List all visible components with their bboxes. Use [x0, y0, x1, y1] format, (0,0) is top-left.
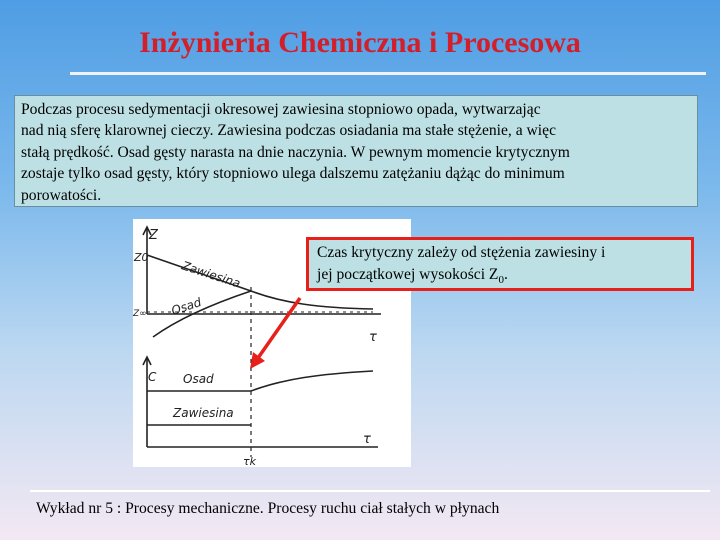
slide-title: Inżynieria Chemiczna i Procesowa — [139, 26, 581, 59]
footer: Wykład nr 5 : Procesy mechaniczne. Procesy ruchu ciał stałych w płynach — [30, 490, 710, 530]
tau-label-top: τ — [369, 330, 377, 345]
intro-line: nad nią sferę klarownej cieczy. Zawiesina podczas osiadania ma stałe stężenie, a więc — [21, 122, 556, 140]
osad-curve-bottom — [147, 371, 373, 391]
osad-label-bottom: Osad — [183, 372, 214, 386]
zawiesina-label-bottom: Zawiesina — [173, 406, 234, 420]
intro-line: Podczas procesu sedymentacji okresowej zawiesina stopniowo opada, wytwarzając — [21, 101, 541, 118]
title-underline — [70, 72, 706, 75]
intro-line: porowatości. — [21, 186, 102, 204]
z-axis-label: Z — [149, 228, 158, 243]
intro-text-box — [14, 95, 698, 207]
osad-label-top: Osad — [169, 295, 204, 318]
callout-line-2-text: jej początkowej wysokości Z — [317, 266, 499, 283]
z-inf-label: Z∞ — [133, 309, 147, 319]
zawiesina-label-top: Zawiesina — [180, 258, 243, 291]
callout-line-2-end: . — [503, 266, 508, 283]
callout-subscript: 0 — [498, 274, 504, 287]
tau-label-bottom: τ — [363, 432, 371, 447]
callout-line-1: Czas krytyczny zależy od stężenia zawiesiny i — [317, 244, 606, 261]
z0-label: Z0 — [134, 251, 149, 264]
c-axis-label: C — [148, 370, 157, 384]
intro-line: zostaje tylko osad gęsty, który stopniowo ulega dalszemu zatężaniu dążąc do minimum — [21, 165, 565, 183]
tau-k-label: τk — [243, 455, 256, 467]
critical-time-callout — [306, 237, 694, 291]
callout-line-2 — [317, 264, 683, 291]
intro-line: stałą prędkość. Osad gęsty narasta na dnie naczynia. W pewnym momencie krytycznym — [21, 143, 570, 161]
